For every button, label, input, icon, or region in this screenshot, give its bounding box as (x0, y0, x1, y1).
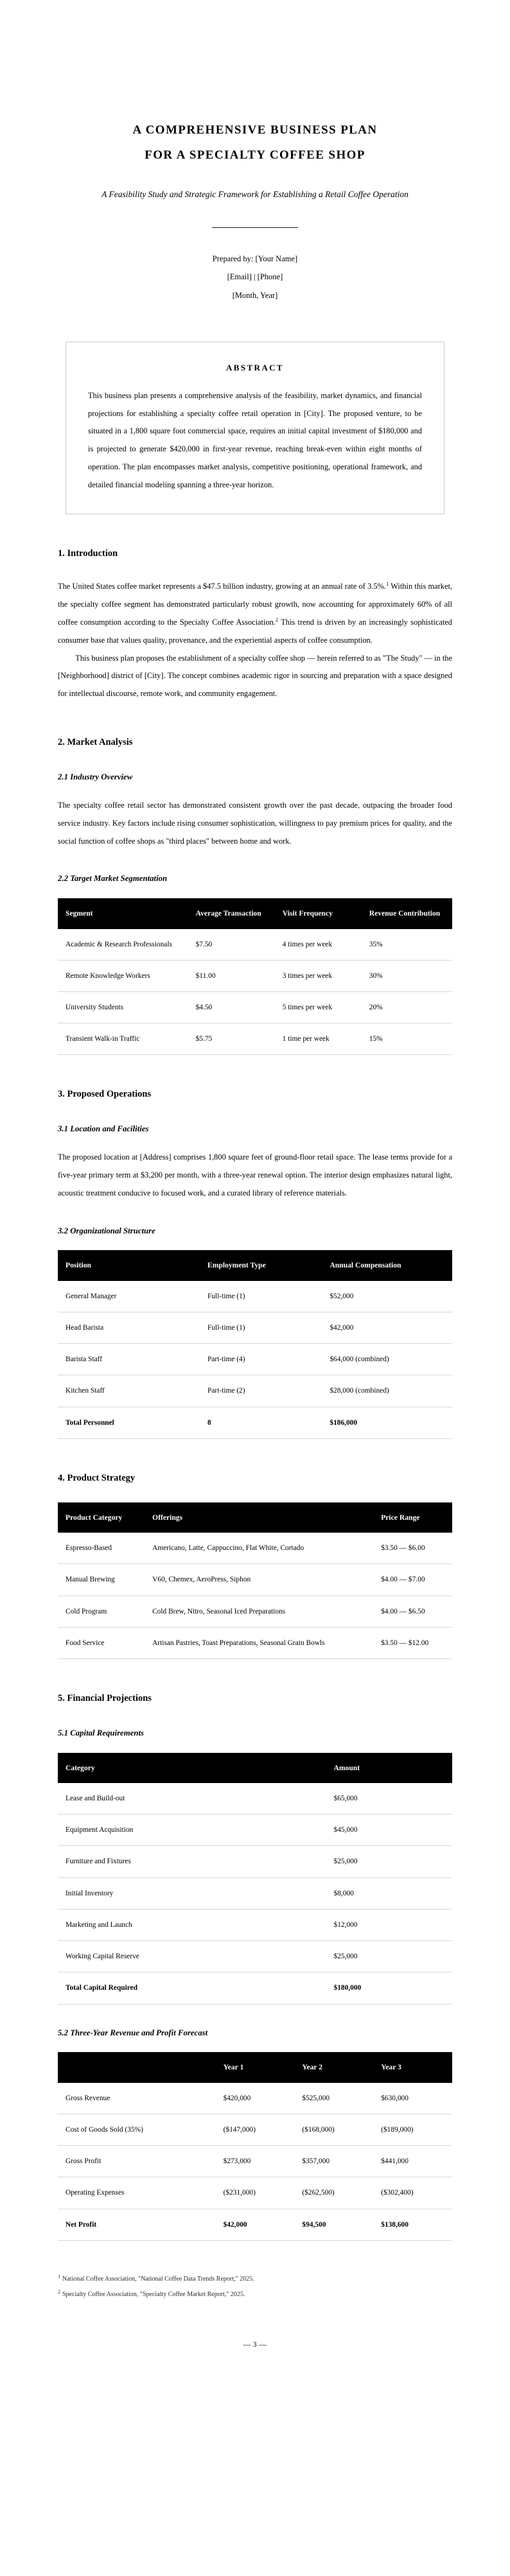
column-header-2: Price Range (373, 1502, 452, 1533)
table-cell-1: $11.00 (188, 960, 275, 991)
table-cell-1: $25,000 (326, 1846, 452, 1877)
table-cell-0: Cost of Goods Sold (35%) (58, 2114, 216, 2145)
table-row (58, 1533, 452, 1564)
table-header (58, 898, 452, 928)
table-cell-0: General Manager (58, 1281, 200, 1312)
column-header-1: Offerings (145, 1502, 373, 1533)
table-cell-0: Food Service (58, 1627, 145, 1658)
footnote-1 (58, 2273, 452, 2286)
byline-contact: [Email] | [Phone] (227, 272, 283, 282)
footnote-text: Specialty Coffee Association, "Specialty Coffee Market Report," 2025. (62, 2290, 245, 2298)
table-cell-0: Gross Revenue (58, 2083, 216, 2114)
footnote-marker-2: 2 (275, 616, 279, 623)
subsection-heading-location-and-facilities: 3.1 Location and Facilities (58, 1124, 149, 1134)
table-cell-1: Part-time (4) (200, 1344, 322, 1375)
table-cell-0: Initial Inventory (58, 1877, 326, 1909)
table-cell-1: $180,000 (326, 1972, 452, 2004)
table-cell-1: Americano, Latte, Cappuccino, Flat White, Cortado (145, 1533, 373, 1564)
table-cell-3: ($189,000) (373, 2114, 452, 2145)
table-cell-2: 5 times per week (275, 991, 362, 1023)
location-and-facilities-body: The proposed location at [Address] comprises 1,800 square feet of ground-floor retail space. The lease terms provide for a five-year primary term at $3,200 per month, with a three-year renewal option. The interior design emphasizes natural light, acoustic treatment conducive to focused work, and a curated library of reference materials. (58, 1152, 452, 1197)
table-cell-1: Artisan Pastries, Toast Preparations, Seasonal Grain Bowls (145, 1627, 373, 1658)
table-cell-1: $420,000 (216, 2083, 295, 2114)
table-cell-0: Working Capital Reserve (58, 1941, 326, 1972)
table-body (58, 1533, 452, 1658)
table-cell-0: Marketing and Launch (58, 1909, 326, 1940)
column-header-0 (58, 2052, 216, 2082)
table-cell-0: Barista Staff (58, 1344, 200, 1375)
table-cell-0: Transient Walk-in Traffic (58, 1023, 188, 1055)
table-cell-3: $441,000 (373, 2146, 452, 2177)
table-cell-3: 35% (362, 929, 452, 961)
table-header-row (58, 898, 452, 928)
table-row (58, 1375, 452, 1407)
table-cell-2: ($262,500) (294, 2177, 373, 2209)
table-cell-2: $52,000 (322, 1281, 452, 1312)
table-row (58, 2177, 452, 2209)
table-body (58, 1281, 452, 1439)
table-row (58, 2209, 452, 2240)
table-row (58, 1407, 452, 1438)
table-cell-2: $64,000 (combined) (322, 1344, 452, 1375)
column-header-1: Amount (326, 1753, 452, 1783)
table-header (58, 1753, 452, 1783)
table-cell-0: Equipment Acquisition (58, 1815, 326, 1846)
document-subtitle: A Feasibility Study and Strategic Framework for Establishing a Retail Coffee Operation (101, 189, 409, 199)
table-cell-2: ($168,000) (294, 2114, 373, 2145)
table-row (58, 929, 452, 961)
table-row (58, 1846, 452, 1877)
table-cell-1: $7.50 (188, 929, 275, 961)
footnote-marker-1: 1 (386, 580, 389, 587)
table-cell-1: $42,000 (216, 2209, 295, 2240)
table-row (58, 1815, 452, 1846)
table-cell-0: Academic & Research Professionals (58, 929, 188, 961)
column-header-0: Segment (58, 898, 188, 928)
table-cell-2: 4 times per week (275, 929, 362, 961)
table-row (58, 1564, 452, 1596)
table-cell-2: $525,000 (294, 2083, 373, 2114)
product-strategy-table (58, 1502, 452, 1659)
table-cell-2: $3.50 — $6.00 (373, 1533, 452, 1564)
table-cell-3: ($302,400) (373, 2177, 452, 2209)
section-heading-introduction: 1. Introduction (58, 548, 118, 559)
table-cell-1: ($231,000) (216, 2177, 295, 2209)
table-row (58, 1941, 452, 1972)
target-market-segmentation-table (58, 898, 452, 1055)
table-cell-0: Lease and Build-out (58, 1783, 326, 1815)
table-header (58, 1502, 452, 1533)
table-body (58, 1783, 452, 2004)
table-row (58, 2083, 452, 2114)
table-cell-1: Part-time (2) (200, 1375, 322, 1407)
column-header-1: Average Transaction (188, 898, 275, 928)
table-row (58, 1972, 452, 2004)
column-header-3: Revenue Contribution (362, 898, 452, 928)
subsection-heading-organizational-structure: 3.2 Organizational Structure (58, 1226, 155, 1235)
table-cell-0: Operating Expenses (58, 2177, 216, 2209)
table-cell-0: Remote Knowledge Workers (58, 960, 188, 991)
table-body (58, 929, 452, 1055)
subsection-heading-capital-requirements: 5.1 Capital Requirements (58, 1728, 145, 1737)
table-cell-0: Furniture and Fixtures (58, 1846, 326, 1877)
table-cell-1: ($147,000) (216, 2114, 295, 2145)
page-title (58, 118, 452, 168)
table-cell-1: Cold Brew, Nitro, Seasonal Iced Preparations (145, 1596, 373, 1627)
column-header-2: Visit Frequency (275, 898, 362, 928)
table-row (58, 2146, 452, 2177)
table-row (58, 2114, 452, 2145)
table-cell-0: University Students (58, 991, 188, 1023)
table-cell-2: $42,000 (322, 1312, 452, 1343)
page-number: — 3 — (243, 2340, 267, 2349)
abstract-heading: ABSTRACT (226, 362, 284, 372)
title-line-1: A COMPREHENSIVE BUSINESS PLAN (132, 123, 378, 137)
table-cell-2: 1 time per week (275, 1023, 362, 1055)
subsection-heading-three-year-forecast: 5.2 Three-Year Revenue and Profit Forecast (58, 2028, 208, 2037)
table-cell-1: $65,000 (326, 1783, 452, 1815)
column-header-1: Employment Type (200, 1250, 322, 1280)
introduction-paragraph-1 (58, 578, 452, 650)
organizational-structure-table (58, 1250, 452, 1439)
table-cell-1: Full-time (1) (200, 1281, 322, 1312)
industry-overview-body: The specialty coffee retail sector has demonstrated consistent growth over the past decade, outpacing the broader food service industry. Key factors include rising consumer sophistication, willingness to pay premium prices for quality, and the social function of coffee shops as "third places" between home and work. (58, 800, 452, 846)
table-row (58, 1312, 452, 1343)
abstract-body: This business plan presents a comprehensive analysis of the feasibility, market dynamics, and financial projections for establishing a specialty coffee retail operation in [City]. The proposed venture, to be situated in a 1,800 square foot commercial space, requires an initial capital investment of $180,000 and is projected to generate $420,000 in first-year revenue, reaching break-even within eight months of operation. The plan encompasses market analysis, competitive positioning, operational framework, and detailed financial modeling spanning a three-year horizon. (88, 390, 422, 490)
table-header-row (58, 1502, 452, 1533)
column-header-2: Year 2 (294, 2052, 373, 2082)
footnotes (58, 2269, 452, 2301)
table-header-row (58, 1753, 452, 1783)
table-cell-1: $45,000 (326, 1815, 452, 1846)
table-row (58, 960, 452, 991)
table-cell-1: $5.75 (188, 1023, 275, 1055)
table-cell-0: Total Personnel (58, 1407, 200, 1438)
byline-date: [Month, Year] (232, 290, 278, 300)
table-row (58, 1877, 452, 1909)
table-header-row (58, 1250, 452, 1280)
table-header (58, 2052, 452, 2082)
capital-requirements-table (58, 1753, 452, 2005)
table-header-row (58, 2052, 452, 2082)
table-row (58, 1783, 452, 1815)
table-cell-3: $630,000 (373, 2083, 452, 2114)
table-row (58, 1344, 452, 1375)
column-header-0: Product Category (58, 1502, 145, 1533)
column-header-0: Position (58, 1250, 200, 1280)
table-cell-3: 20% (362, 991, 452, 1023)
table-row (58, 991, 452, 1023)
table-cell-1: Full-time (1) (200, 1312, 322, 1343)
footnote-number: 1 (58, 2273, 60, 2279)
intro-p1-part-a: The United States coffee market represents a $47.5 billion industry, growing at an annual rate of 3.5%. (58, 581, 387, 591)
column-header-1: Year 1 (216, 2052, 295, 2082)
intro-p1-part-c: This trend is driven by an increasingly sophisticated consumer base that values quality, provenance, and the experiential aspects of coffee consumption. (58, 617, 452, 645)
table-cell-0: Head Barista (58, 1312, 200, 1343)
column-header-2: Annual Compensation (322, 1250, 452, 1280)
title-line-2: FOR A SPECIALTY COFFEE SHOP (145, 148, 365, 162)
table-cell-2: $28,000 (combined) (322, 1375, 452, 1407)
section-heading-product-strategy: 4. Product Strategy (58, 1472, 136, 1483)
table-row (58, 1023, 452, 1055)
table-header (58, 1250, 452, 1280)
table-row (58, 1281, 452, 1312)
table-row (58, 1627, 452, 1658)
abstract-box (66, 342, 444, 514)
column-header-0: Category (58, 1753, 326, 1783)
table-cell-3: $138,600 (373, 2209, 452, 2240)
table-cell-1: $8,000 (326, 1877, 452, 1909)
intro-p1-part-b: Within this market, the specialty coffee segment has demonstrated particularly robust growth, now accounting for approximately 60% of all coffee consumption according to the Specialty Coffee Association. (58, 581, 453, 627)
table-cell-1: $12,000 (326, 1909, 452, 1940)
section-heading-proposed-operations: 3. Proposed Operations (58, 1089, 152, 1100)
footnote-2 (58, 2288, 452, 2301)
section-heading-market-analysis: 2. Market Analysis (58, 737, 133, 748)
footnote-number: 2 (58, 2288, 60, 2295)
title-divider (212, 227, 298, 228)
section-heading-financial-projections: 5. Financial Projections (58, 1693, 152, 1704)
table-cell-0: Kitchen Staff (58, 1375, 200, 1407)
introduction-paragraph-2: This business plan proposes the establishment of a specialty coffee shop — herein referred to as "The Study" — in the [Neighborhood] district of [City]. The concept combines academic rigor in sourcing and preparation with a space designed for intellectual discourse, remote work, and community engagement. (58, 653, 452, 699)
subsection-heading-target-market-segmentation: 2.2 Target Market Segmentation (58, 874, 168, 883)
table-cell-2: $3.50 — $12.00 (373, 1627, 452, 1658)
table-cell-3: 30% (362, 960, 452, 991)
three-year-forecast-table (58, 2052, 452, 2241)
table-row (58, 1909, 452, 1940)
table-body (58, 2083, 452, 2241)
table-cell-0: Espresso-Based (58, 1533, 145, 1564)
table-cell-2: 3 times per week (275, 960, 362, 991)
table-cell-2: $4.00 — $6.50 (373, 1596, 452, 1627)
byline-prepared-by: Prepared by: [Your Name] (212, 254, 298, 264)
table-cell-1: $273,000 (216, 2146, 295, 2177)
subsection-heading-industry-overview: 2.1 Industry Overview (58, 772, 133, 782)
table-cell-2: $357,000 (294, 2146, 373, 2177)
table-cell-0: Cold Program (58, 1596, 145, 1627)
column-header-3: Year 3 (373, 2052, 452, 2082)
table-cell-2: $4.00 — $7.00 (373, 1564, 452, 1596)
table-cell-1: $4.50 (188, 991, 275, 1023)
table-cell-0: Manual Brewing (58, 1564, 145, 1596)
footnote-text: National Coffee Association, "National Coffee Data Trends Report," 2025. (62, 2275, 254, 2283)
table-cell-0: Net Profit (58, 2209, 216, 2240)
table-cell-2: $186,000 (322, 1407, 452, 1438)
table-cell-1: V60, Chemex, AeroPress, Siphon (145, 1564, 373, 1596)
table-cell-0: Gross Profit (58, 2146, 216, 2177)
byline (58, 250, 452, 304)
table-cell-0: Total Capital Required (58, 1972, 326, 2004)
table-cell-3: 15% (362, 1023, 452, 1055)
table-cell-2: $94,500 (294, 2209, 373, 2240)
table-row (58, 1596, 452, 1627)
table-cell-1: 8 (200, 1407, 322, 1438)
table-cell-1: $25,000 (326, 1941, 452, 1972)
